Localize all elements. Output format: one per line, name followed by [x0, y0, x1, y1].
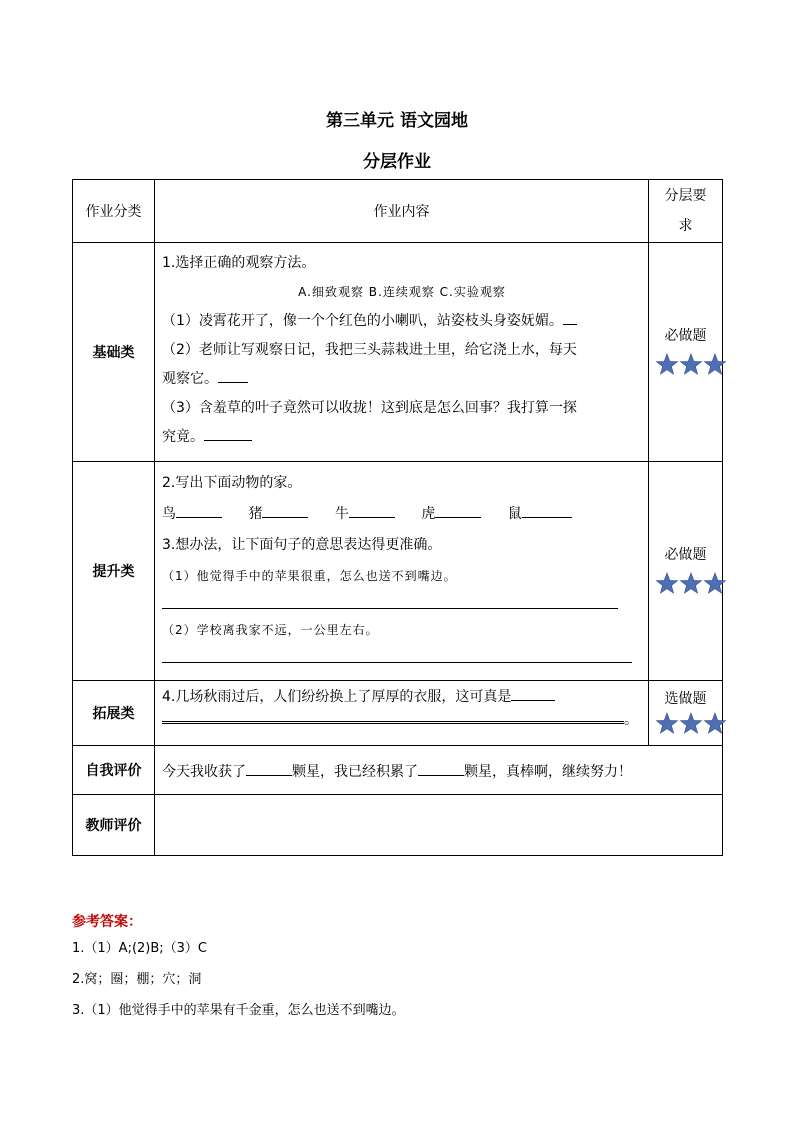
improve-content	[155, 462, 649, 681]
star-icon	[655, 572, 679, 595]
animal-item: 牛	[335, 499, 395, 530]
self-eval-row	[73, 746, 723, 795]
requirement-label: 必做题	[664, 546, 707, 563]
rating-stars	[655, 572, 727, 599]
header-requirement	[649, 180, 723, 243]
sentence-3-1: （1）他觉得手中的苹果很重，怎么也送不到嘴边。	[162, 569, 457, 583]
extend-content	[155, 681, 649, 746]
star-icon	[703, 712, 727, 735]
requirement-extend	[649, 681, 723, 746]
answer-3: 3.（1）他觉得手中的苹果有千金重，怎么也送不到嘴边。	[72, 1003, 405, 1018]
question-4: 4.几场秋雨过后，人们纷纷换上了厚厚的衣服，这可真是	[162, 683, 642, 712]
animal-item: 鸟	[162, 499, 222, 530]
category-basic: 基础类	[73, 243, 155, 462]
self-eval-content: 今天我收获了 颗星，我已经积累了 颗星，真棒啊，继续努力！	[155, 746, 723, 795]
teacher-eval-content[interactable]	[155, 795, 723, 856]
sentence-1-1: （1）凌霄花开了，像一个个红色的小喇叭，站姿枝头身姿妩媚。	[162, 307, 642, 336]
rating-stars	[655, 712, 727, 739]
requirement-label: 选做题	[664, 690, 707, 707]
star-icon	[679, 712, 703, 735]
basic-content	[155, 243, 649, 462]
page-subtitle: 分层作业	[363, 152, 431, 172]
question-3: 3.想办法，让下面句子的意思表达得更准确。	[162, 537, 442, 553]
question-2: 2.写出下面动物的家。	[162, 475, 302, 491]
extend-row	[73, 681, 723, 746]
rating-stars	[655, 353, 727, 380]
question-4-answer-line: 。	[162, 706, 642, 735]
page-title: 第三单元 语文园地	[326, 111, 468, 131]
answer-2: 2.窝；圈；棚；穴；洞	[72, 972, 202, 987]
star-icon	[679, 353, 703, 376]
answer-blank[interactable]	[218, 366, 248, 383]
category-self-eval: 自我评价	[73, 746, 155, 795]
answer-blank[interactable]	[246, 759, 292, 776]
header-requirement-line1: 分层要	[664, 188, 707, 204]
header-requirement-line2: 求	[678, 218, 693, 234]
sentence-1-3b: 究竟。	[162, 423, 642, 452]
homework-table	[72, 179, 723, 856]
sentence-1-3a: （3）含羞草的叶子竟然可以收拢！这到底是怎么回事？我打算一探	[162, 400, 577, 416]
answer-blank[interactable]	[511, 684, 555, 701]
star-icon	[703, 572, 727, 595]
answer-blank[interactable]	[176, 501, 222, 518]
star-icon	[703, 353, 727, 376]
category-teacher-eval: 教师评价	[73, 795, 155, 856]
answer-blank[interactable]	[204, 424, 252, 441]
answer-blank[interactable]	[563, 308, 577, 325]
improve-row	[73, 462, 723, 681]
star-icon	[679, 572, 703, 595]
sentence-1-2a: （2）老师让写观察日记，我把三头蒜栽进土里，给它浇上水，每天	[162, 342, 577, 358]
header-content: 作业内容	[155, 180, 649, 243]
header-category: 作业分类	[73, 180, 155, 243]
basic-row	[73, 243, 723, 462]
answer-blank[interactable]	[435, 501, 481, 518]
sentence-1-2b: 观察它。	[162, 365, 642, 394]
animal-homes	[162, 499, 642, 530]
answer-blank[interactable]	[522, 501, 572, 518]
answer-line[interactable]	[162, 707, 624, 724]
requirement-label: 必做题	[664, 327, 707, 344]
teacher-eval-row	[73, 795, 723, 856]
sentence-3-2: （2）学校离我家不远，一公里左右。	[162, 623, 379, 637]
answer-blank[interactable]	[262, 501, 308, 518]
animal-item: 鼠	[508, 499, 572, 530]
requirement-improve	[649, 462, 723, 681]
animal-item: 猪	[248, 499, 308, 530]
category-extend: 拓展类	[73, 681, 155, 746]
question-1-options: A.细致观察 B.连续观察 C.实验观察	[298, 285, 506, 299]
answer-blank[interactable]	[349, 501, 395, 518]
star-icon	[655, 353, 679, 376]
header-row	[73, 180, 723, 243]
category-improve: 提升类	[73, 462, 155, 681]
animal-item: 虎	[421, 499, 481, 530]
star-icon	[655, 712, 679, 735]
answers-title: 参考答案：	[72, 914, 142, 930]
answer-1: 1.（1）A;(2)B;（3）C	[72, 941, 208, 956]
answer-blank[interactable]	[418, 759, 464, 776]
requirement-basic	[649, 243, 723, 462]
question-1: 1.选择正确的观察方法。	[162, 255, 316, 271]
